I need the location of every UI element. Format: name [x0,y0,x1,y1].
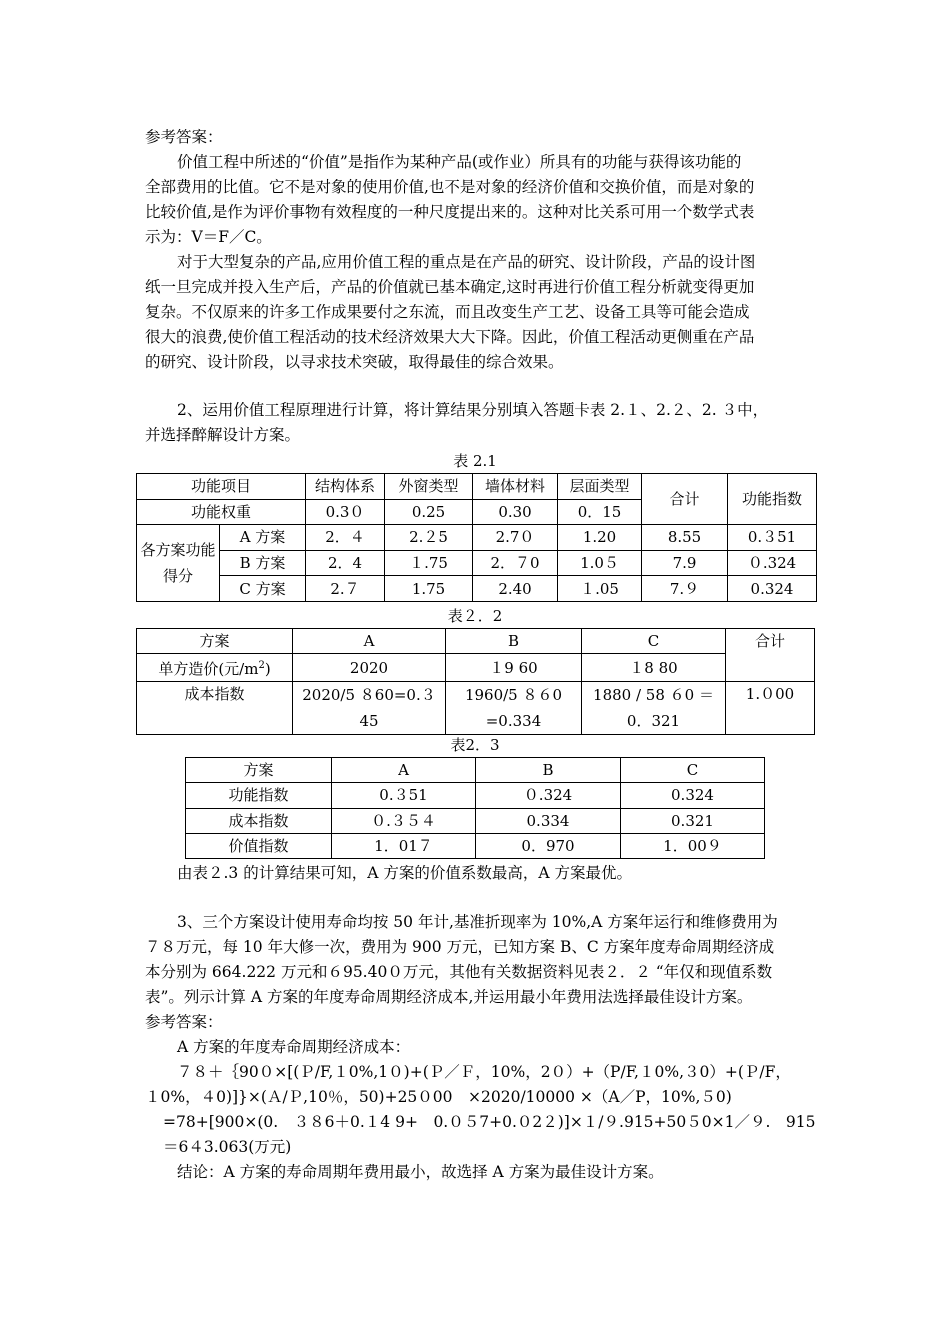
paragraph-line: 很大的浪费,使价值工程活动的技术经济效果大大下降。因此，价值工程活动更侧重在产品 [145,328,755,346]
conclusion-line: 结论：A 方案的寿命周期年费用最小，故选择 A 方案为最佳设计方案。 [177,1163,664,1181]
row-label [137,654,293,682]
cost-index-table [136,628,815,735]
header-cell: B [476,758,621,783]
table-cell: 1880 / 58 ６0 ＝ 0．321 [582,682,726,735]
table-cell: 0.３51 [728,525,817,551]
table-cell: 1.０00 [726,682,815,735]
header-cell: C [582,629,726,654]
row-label: 价值指数 [186,833,332,858]
answer-section-1 [145,125,820,375]
header-cell: 功能指数 [728,474,817,525]
table-cell: 2.40 [473,576,558,602]
table-cell: 1．00９ [621,833,765,858]
table-cell: 8.55 [642,525,728,551]
table-row [186,833,765,858]
header-cell: 层面类型 [558,474,642,500]
table-cell: 1.0５ [558,550,642,576]
table-3-note [145,861,820,886]
paragraph-line: 表”。列示计算 A 方案的年度寿命周期经济成本,并运用最小年费用法选择最佳设计方案。 [145,988,753,1006]
table-cell: ０.３５４ [332,808,476,833]
table-cell: 0.3０ [306,499,385,525]
table-cell: 0.30 [473,499,558,525]
table-cell: 1.20 [558,525,642,551]
table-row [137,654,815,682]
price-label: 单方造价(元/m [158,660,259,678]
table-cell: 1960/5 ８６0=0.334 [446,682,582,735]
table-cell: 2．７0 [473,550,558,576]
row-label: 功能指数 [186,783,332,808]
table-header-row [137,629,815,654]
table-cell: 2.２5 [385,525,473,551]
table-cell: 7.９ [642,576,728,602]
table-cell: 2020 [293,654,446,682]
calc-line: =78+[900×(0. ３８6＋0.１4 9+ 0.０５7+0.０2２)]×１/９.915+50５0×1／９. 915 [163,1113,816,1131]
table-cell: ０.324 [476,783,621,808]
table-cell: ０.324 [728,550,817,576]
question-2 [145,398,820,448]
row-label: 成本指数 [137,682,293,735]
table-cell: 0.３51 [332,783,476,808]
table-cell: 1．01７ [332,833,476,858]
table-cell: １.75 [385,550,473,576]
paragraph-line: 的研究、设计阶段，以寻求技术突破，取得最佳的综合效果。 [145,353,564,371]
table-row [186,783,765,808]
calc-line: ７８＋｛90０×[(Ｐ/F,１0%,1０)+(Ｐ／Ｆ，10%，2０）+（P/F,１0%,３0）+(Ｐ/F， [177,1063,791,1081]
row-label: 功能权重 [137,499,306,525]
table-cell: 0.324 [728,576,817,602]
table-cell: 2.７ [306,576,385,602]
value-index-table [185,757,765,859]
table-cell: 0.321 [621,808,765,833]
table-cell: 7.9 [642,550,728,576]
row-label: 成本指数 [186,808,332,833]
paragraph-line: 全部费用的比值。它不是对象的使用价值,也不是对象的经济价值和交换价值，而是对象的 [145,178,755,196]
table-cell: 0．970 [476,833,621,858]
table-cell: 2020/5 ８60=0.３45 [293,682,446,735]
answer-heading: 参考答案： [145,128,223,146]
table-cell: １.05 [558,576,642,602]
answer-heading: 参考答案： [145,1013,223,1031]
table-cell: 1.75 [385,576,473,602]
header-cell: 功能项目 [137,474,306,500]
price-label-superscript: 2 [258,660,265,671]
table-header-row [186,758,765,783]
paragraph-line: 3、三个方案设计使用寿命均按 50 年计,基准折现率为 10%,A 方案年运行和维修费用为 [177,913,778,931]
header-cell: 方案 [186,758,332,783]
table-header-row [137,474,817,500]
paragraph-line: 本分别为 664.222 万元和６95.40０万元，其他有关数据资料见表２．２ “年仅和现值系数 [145,963,773,981]
table-row [186,808,765,833]
header-cell: 合计 [642,474,728,525]
table-2-caption: 表２．2 [447,607,503,625]
paragraph-line: 复杂。不仅原来的许多工作成果要付之东流，而且改变生产工艺、设备工具等可能会造成 [145,303,750,321]
calc-title: A 方案的年度寿命周期经济成本： [177,1038,411,1056]
row-label: B 方案 [220,550,306,576]
paragraph-line: ７８万元，每 10 年大修一次，费用为 900 万元，已知方案 B、C 方案年度寿命周期经济成 [145,938,775,956]
table-cell: 0.324 [621,783,765,808]
table-cell: 2．4 [306,550,385,576]
header-cell: A [332,758,476,783]
table-1-caption: 表 2.1 [453,452,497,470]
table-cell: 0．15 [558,499,642,525]
table-row [137,525,817,551]
paragraph-line: 由表２.3 的计算结果可知，A 方案的价值系数最高，A 方案最优。 [177,864,632,882]
header-cell: 外窗类型 [385,474,473,500]
table-cell: 0.334 [476,808,621,833]
paragraph-line: 2、运用价值工程原理进行计算，将计算结果分别填入答题卡表 2.１、2.２、2. ３中， [177,401,769,419]
paragraph-line: 对于大型复杂的产品,应用价值工程的重点是在产品的研究、设计阶段，产品的设计图 [177,253,756,271]
table-cell: 2．４ [306,525,385,551]
paragraph-line: 并选择醉解设计方案。 [145,426,301,444]
question-3 [145,910,820,1185]
table-cell: １8 80 [582,654,726,682]
paragraph-line: 示为：V＝F／C。 [145,228,272,246]
calc-line: １0%，４0)]}×(Ａ/Ｐ,10％，50)+25０00 ×2020/10000 ×（A／P，10%,５0) [145,1088,732,1106]
header-cell: 结构体系 [306,474,385,500]
header-cell: 方案 [137,629,293,654]
header-cell: 墙体材料 [473,474,558,500]
row-label: C 方案 [220,576,306,602]
table-3-caption: 表2．3 [450,736,500,754]
paragraph-line: 比较价值,是作为评价事物有效程度的一种尺度提出来的。这种对比关系可用一个数学式表 [145,203,755,221]
calc-line: ＝6４3.063(万元) [163,1138,292,1156]
paragraph-line: 纸一旦完成并投入生产后，产品的价值就已基本确定,这时再进行价值工程分析就变得更加 [145,278,755,296]
group-label: 各方案功能得分 [137,525,220,602]
table-cell: 2.7０ [473,525,558,551]
table-row [137,576,817,602]
paragraph-line: 价值工程中所述的“价值”是指作为某种产品(或作业）所具有的功能与获得该功能的 [177,153,742,171]
function-score-table [136,473,817,602]
header-cell: C [621,758,765,783]
price-label-close: ) [264,660,271,678]
header-cell: B [446,629,582,654]
table-cell: 0.25 [385,499,473,525]
header-cell: A [293,629,446,654]
row-label: A 方案 [220,525,306,551]
table-cell: １9 60 [446,654,582,682]
table-row [137,682,815,735]
header-cell: 合计 [726,629,815,682]
table-row [137,550,817,576]
